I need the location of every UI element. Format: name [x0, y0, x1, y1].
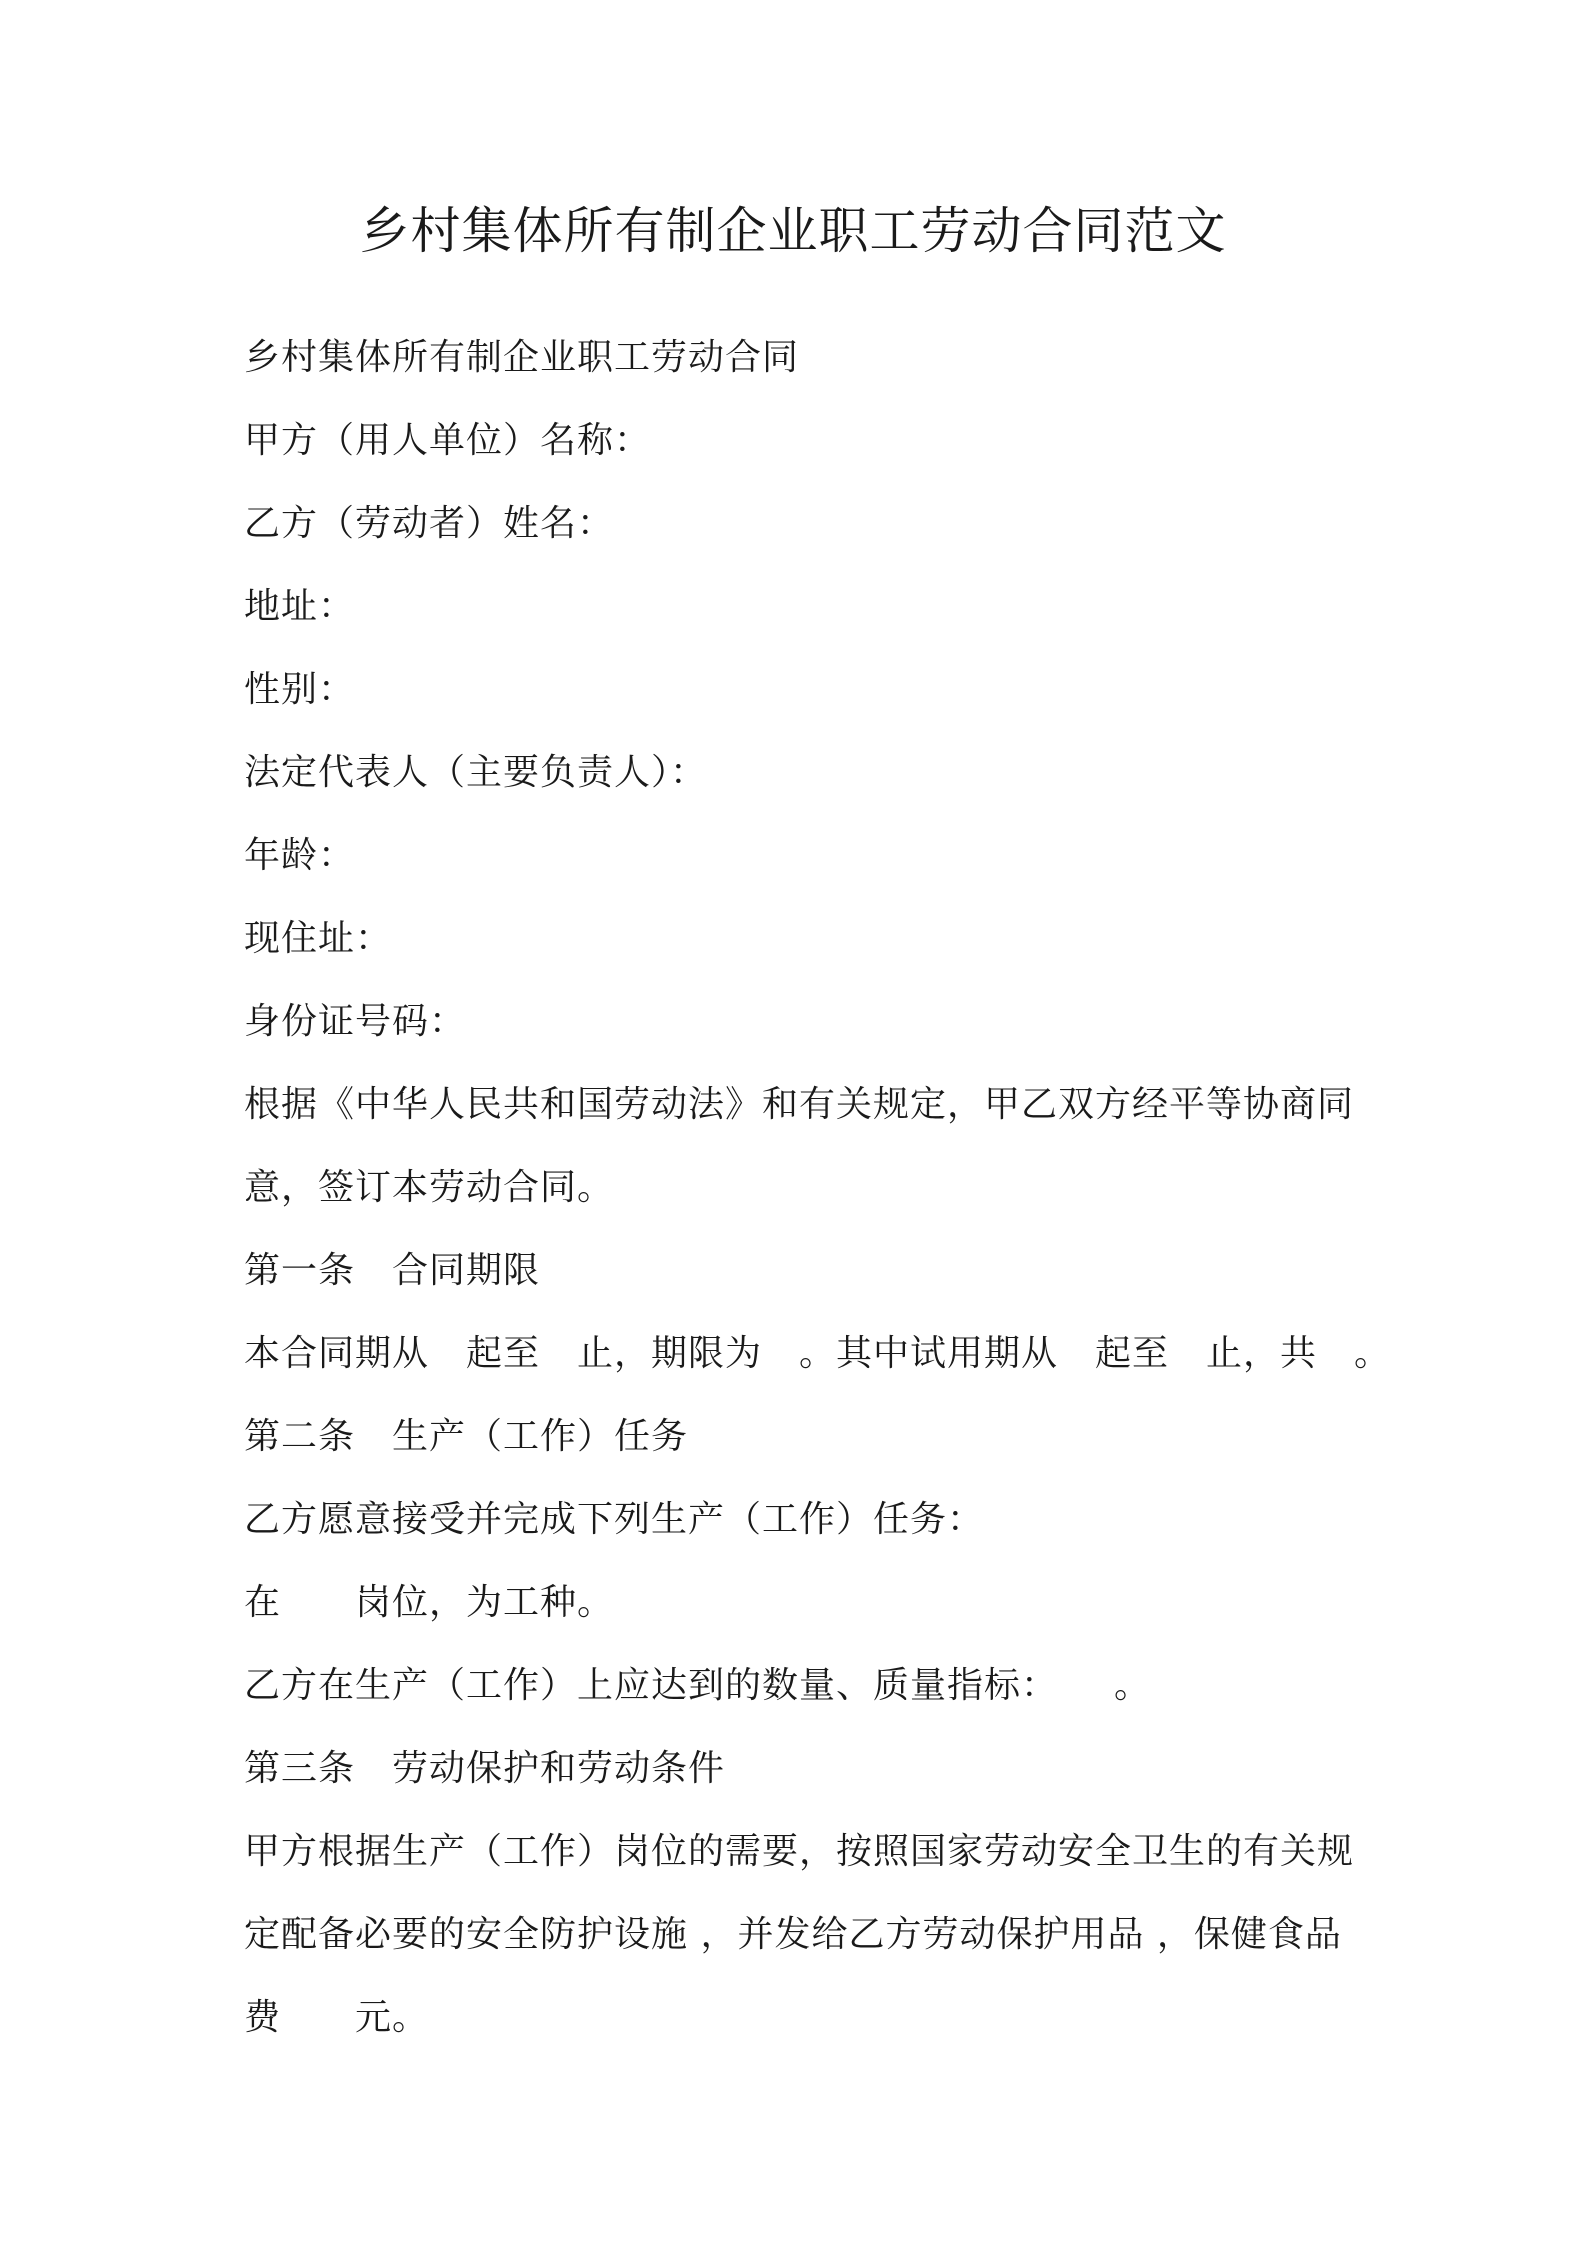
article-3-text-1: 甲方根据生产（工作）岗位的需要，按照国家劳动安全卫生的有关规: [244, 1831, 1355, 1872]
gender-field: 性别：: [244, 669, 356, 710]
article-3-text-2: 定配备必要的安全防护设施 ，并发给乙方劳动保护用品 ，保健食品: [244, 1914, 1342, 1955]
article-3-heading: 第三条 劳动保护和劳动条件: [244, 1748, 726, 1789]
current-address-field: 现住址：: [244, 918, 393, 959]
age-field: 年龄：: [244, 835, 356, 876]
preamble-line-1: 根据《中华人民共和国劳动法》和有关规定，甲乙双方经平等协商同: [244, 1084, 1355, 1125]
article-2-text-1: 乙方愿意接受并完成下列生产（工作）任务：: [244, 1499, 985, 1540]
preamble-line-2: 意，签订本劳动合同。: [244, 1167, 615, 1208]
legal-representative-field: 法定代表人（主要负责人）：: [244, 752, 708, 793]
article-2-text-2: 在 岗位，为工种。: [244, 1582, 615, 1623]
party-b-name-field: 乙方（劳动者）姓名：: [244, 503, 615, 544]
article-1-heading: 第一条 合同期限: [244, 1250, 541, 1291]
document-title: 乡村集体所有制企业职工劳动合同范文: [359, 202, 1227, 260]
id-number-field: 身份证号码：: [244, 1001, 467, 1042]
article-2-text-3: 乙方在生产（工作）上应达到的数量、质量指标： 。: [244, 1665, 1152, 1706]
article-1-text: 本合同期从 起至 止，期限为 。其中试用期从 起至 止，共 。: [244, 1333, 1392, 1374]
party-a-name-field: 甲方（用人单位）名称：: [244, 420, 652, 461]
address-field: 地址：: [244, 586, 356, 627]
article-2-heading: 第二条 生产（工作）任务: [244, 1416, 689, 1457]
contract-heading: 乡村集体所有制企业职工劳动合同: [244, 337, 800, 378]
article-3-text-3: 费 元。: [244, 1997, 430, 2038]
